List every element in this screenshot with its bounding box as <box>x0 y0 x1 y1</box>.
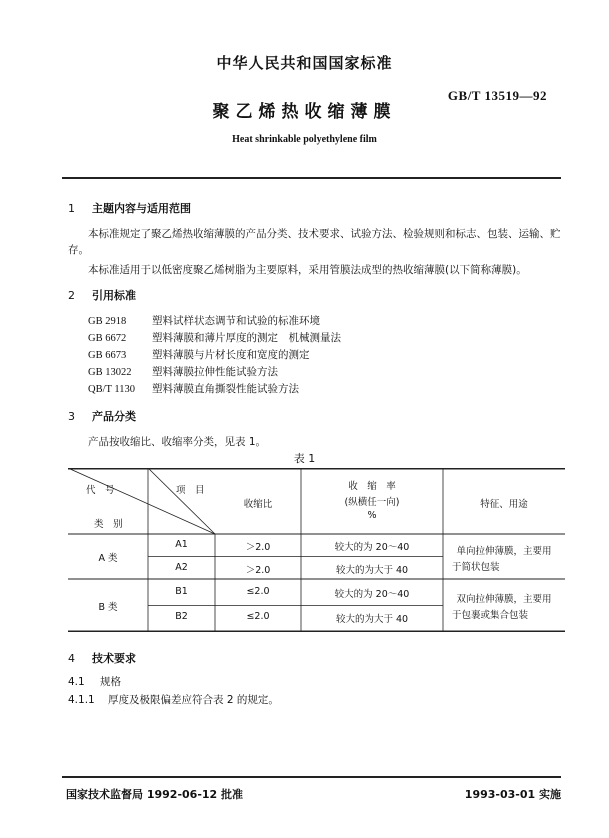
section-1-heading <box>68 200 191 216</box>
subsection-number: 4.1.1 <box>68 694 95 706</box>
reference-title: 塑料薄膜拉伸性能试验方法 <box>152 366 278 378</box>
cell-usage: 单向拉伸薄膜，主要用 <box>456 546 552 557</box>
reference-item <box>88 364 278 379</box>
reference-title: 塑料薄膜与片材长度和宽度的测定 <box>152 349 310 361</box>
section-number: 1 <box>68 202 75 215</box>
header-shrink-rate-unit: % <box>367 510 377 521</box>
reference-item <box>88 381 299 396</box>
cell-usage: 于简状包装 <box>452 562 500 573</box>
section-number: 4 <box>68 652 75 665</box>
reference-item <box>88 347 310 362</box>
row-class-a: A 类 <box>98 553 118 564</box>
implementation-date: 1993-03-01 实施 <box>464 788 561 801</box>
section-1-paragraph-1: 本标准规定了聚乙烯热收缩薄膜的产品分类、技术要求、试验方法、检验规则和标志、包装、运输、贮 <box>88 228 561 240</box>
cell-code: A1 <box>175 539 188 550</box>
header-category: 类 别 <box>94 519 123 530</box>
section-2-heading <box>68 287 136 303</box>
reference-item <box>88 330 341 345</box>
header-divider <box>62 177 561 179</box>
subsection-4-1 <box>68 674 121 689</box>
cell-ratio: ＞2.0 <box>245 542 271 553</box>
section-number: 3 <box>68 410 75 423</box>
reference-title: 塑料薄膜直角撕裂性能试验方法 <box>152 383 299 395</box>
table-1 <box>68 468 565 632</box>
document-subtitle-english: Heat shrinkable polyethylene film <box>232 134 377 145</box>
cell-rate: 较大的为 20～40 <box>334 589 410 600</box>
standard-number: GB/T 13519—92 <box>447 88 547 103</box>
reference-item <box>88 313 320 328</box>
section-title: 技术要求 <box>92 652 136 665</box>
reference-title: 塑料薄膜和薄片厚度的测定 机械测量法 <box>152 332 341 344</box>
cell-usage: 于包裹或集合包装 <box>452 610 529 621</box>
section-1-paragraph-2: 本标准适用于以低密度聚乙烯树脂为主要原料，采用管膜法成型的热收缩薄膜(以下简称薄膜)。 <box>88 264 527 276</box>
cell-rate: 较大的为大于 40 <box>335 565 409 576</box>
header-item: 项 目 <box>176 485 205 496</box>
section-number: 2 <box>68 289 75 302</box>
cell-ratio: ≤2.0 <box>246 586 270 597</box>
section-title: 主题内容与适用范围 <box>92 202 191 215</box>
reference-code: GB 6673 <box>88 350 127 361</box>
section-1-paragraph-1-cont: 存。 <box>68 244 89 256</box>
section-4-heading <box>68 650 136 666</box>
subsection-number: 4.1 <box>68 676 85 688</box>
reference-code: GB 6672 <box>88 333 127 344</box>
cell-usage: 双向拉伸薄膜，主要用 <box>456 594 552 605</box>
reference-code: GB 2918 <box>88 316 127 327</box>
section-title: 引用标准 <box>92 289 136 302</box>
cell-rate: 较大的为大于 40 <box>335 614 409 625</box>
reference-title: 塑料试样状态调节和试验的标准环境 <box>152 315 320 327</box>
subsection-4-1-1 <box>68 692 279 707</box>
issuing-organization: 中华人民共和国国家标准 <box>216 54 393 72</box>
cell-code: B2 <box>175 611 188 622</box>
reference-code: GB 13022 <box>88 367 132 378</box>
header-shrink-rate: 收 缩 率 <box>348 481 396 492</box>
approval-info: 国家技术监督局 1992-06-12 批准 <box>66 788 244 801</box>
section-3-paragraph: 产品按收缩比、收缩率分类，见表 1。 <box>88 436 267 448</box>
table-1-caption: 表 1 <box>293 452 316 465</box>
cell-code: A2 <box>175 562 188 573</box>
reference-code: QB/T 1130 <box>88 384 135 395</box>
subsection-text: 厚度及极限偏差应符合表 2 的规定。 <box>108 694 279 706</box>
cell-ratio: ＞2.0 <box>245 565 271 576</box>
cell-ratio: ≤2.0 <box>246 611 270 622</box>
header-usage: 特征、用途 <box>480 499 528 510</box>
header-code: 代 号 <box>86 485 115 496</box>
header-shrink-rate-direction: (纵横任一向) <box>344 497 400 508</box>
header-shrink-ratio: 收缩比 <box>243 499 273 510</box>
section-title: 产品分类 <box>92 410 136 423</box>
footer-divider <box>62 776 561 778</box>
cell-rate: 较大的为 20～40 <box>334 542 410 553</box>
subsection-title: 规格 <box>100 676 121 688</box>
cell-code: B1 <box>175 586 188 597</box>
row-class-b: B 类 <box>98 602 118 613</box>
section-3-heading <box>68 408 136 424</box>
document-title: 聚乙烯热收缩薄膜 <box>212 102 397 122</box>
